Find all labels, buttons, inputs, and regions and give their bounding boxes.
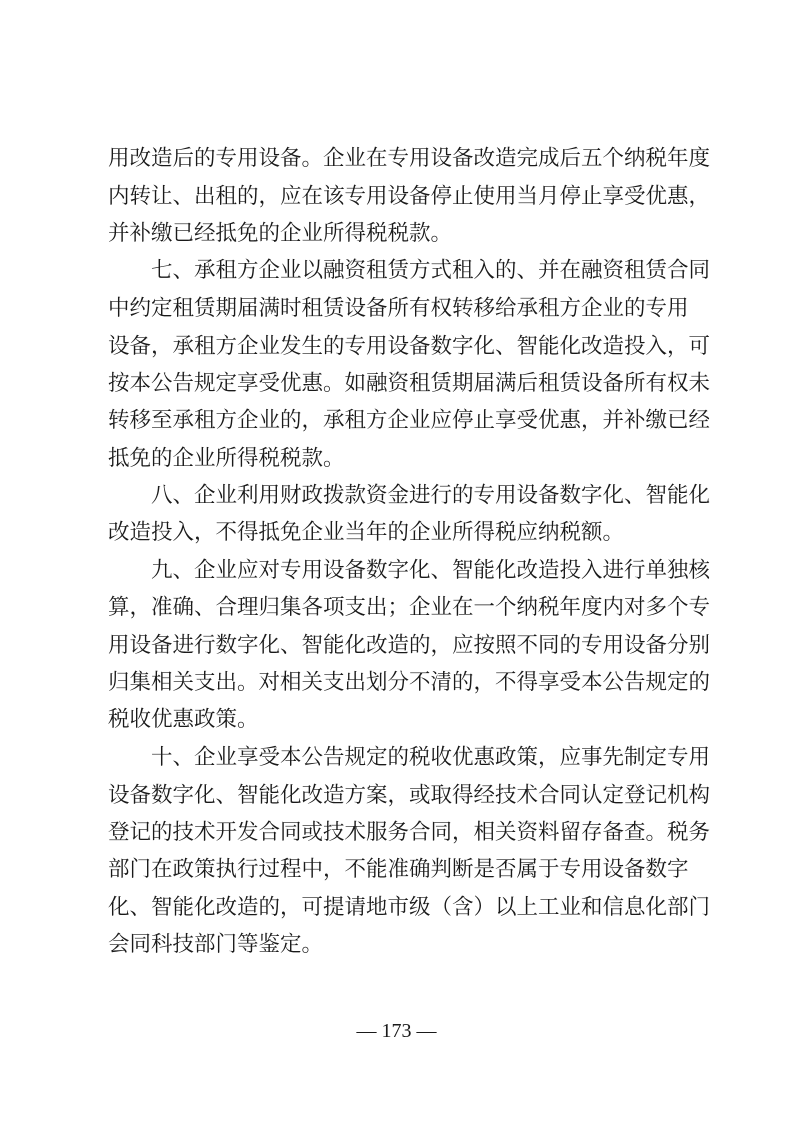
paragraph-10-first-line: 十、企业享受本公告规定的税收优惠政策，应事先制定专用 [151,745,711,770]
text-line: 化、智能化改造的，可提请地市级（含）以上工业和信息化部门 [108,895,711,920]
text-line: 改造投入，不得抵免企业当年的企业所得税应纳税额。 [108,520,625,545]
text-line: 税收优惠政策。 [108,707,259,732]
text-line: 归集相关支出。对相关支出划分不清的，不得享受本公告规定的 [108,670,711,695]
text-line: 用设备进行数字化、智能化改造的，应按照不同的专用设备分别 [108,633,711,658]
text-line: 算，准确、合理归集各项支出；企业在一个纳税年度内对多个专 [108,595,711,620]
text-line: 转移至承租方企业的，承租方企业应停止享受优惠，并补缴已经 [108,408,711,433]
text-line: 抵免的企业所得税税款。 [108,446,345,471]
text-line: 中约定租赁期届满时租赁设备所有权转移给承租方企业的专用 [108,296,689,321]
text-line: 用改造后的专用设备。企业在专用设备改造完成后五个纳税年度 [108,146,711,171]
page-number: — 173 — [356,1020,437,1042]
paragraph-9-first-line: 九、企业应对专用设备数字化、智能化改造投入进行单独核 [151,558,711,583]
text-line: 设备，承租方企业发生的专用设备数字化、智能化改造投入，可 [108,334,711,359]
text-line: 按本公告规定享受优惠。如融资租赁期届满后租赁设备所有权未 [108,371,711,396]
text-line: 内转让、出租的，应在该专用设备停止使用当月停止享受优惠， [108,184,711,209]
text-line: 会同科技部门等鉴定。 [108,932,324,957]
paragraph-7-first-line: 七、承租方企业以融资租赁方式租入的、并在融资租赁合同 [151,258,711,283]
text-line: 并补缴已经抵免的企业所得税税款。 [108,221,453,246]
text-line: 部门在政策执行过程中，不能准确判断是否属于专用设备数字 [108,857,689,882]
text-line: 设备数字化、智能化改造方案，或取得经技术合同认定登记机构 [108,783,711,808]
paragraph-8-first-line: 八、企业利用财政拨款资金进行的专用设备数字化、智能化 [151,483,711,508]
text-line: 登记的技术开发合同或技术服务合同，相关资料留存备查。税务 [108,820,711,845]
